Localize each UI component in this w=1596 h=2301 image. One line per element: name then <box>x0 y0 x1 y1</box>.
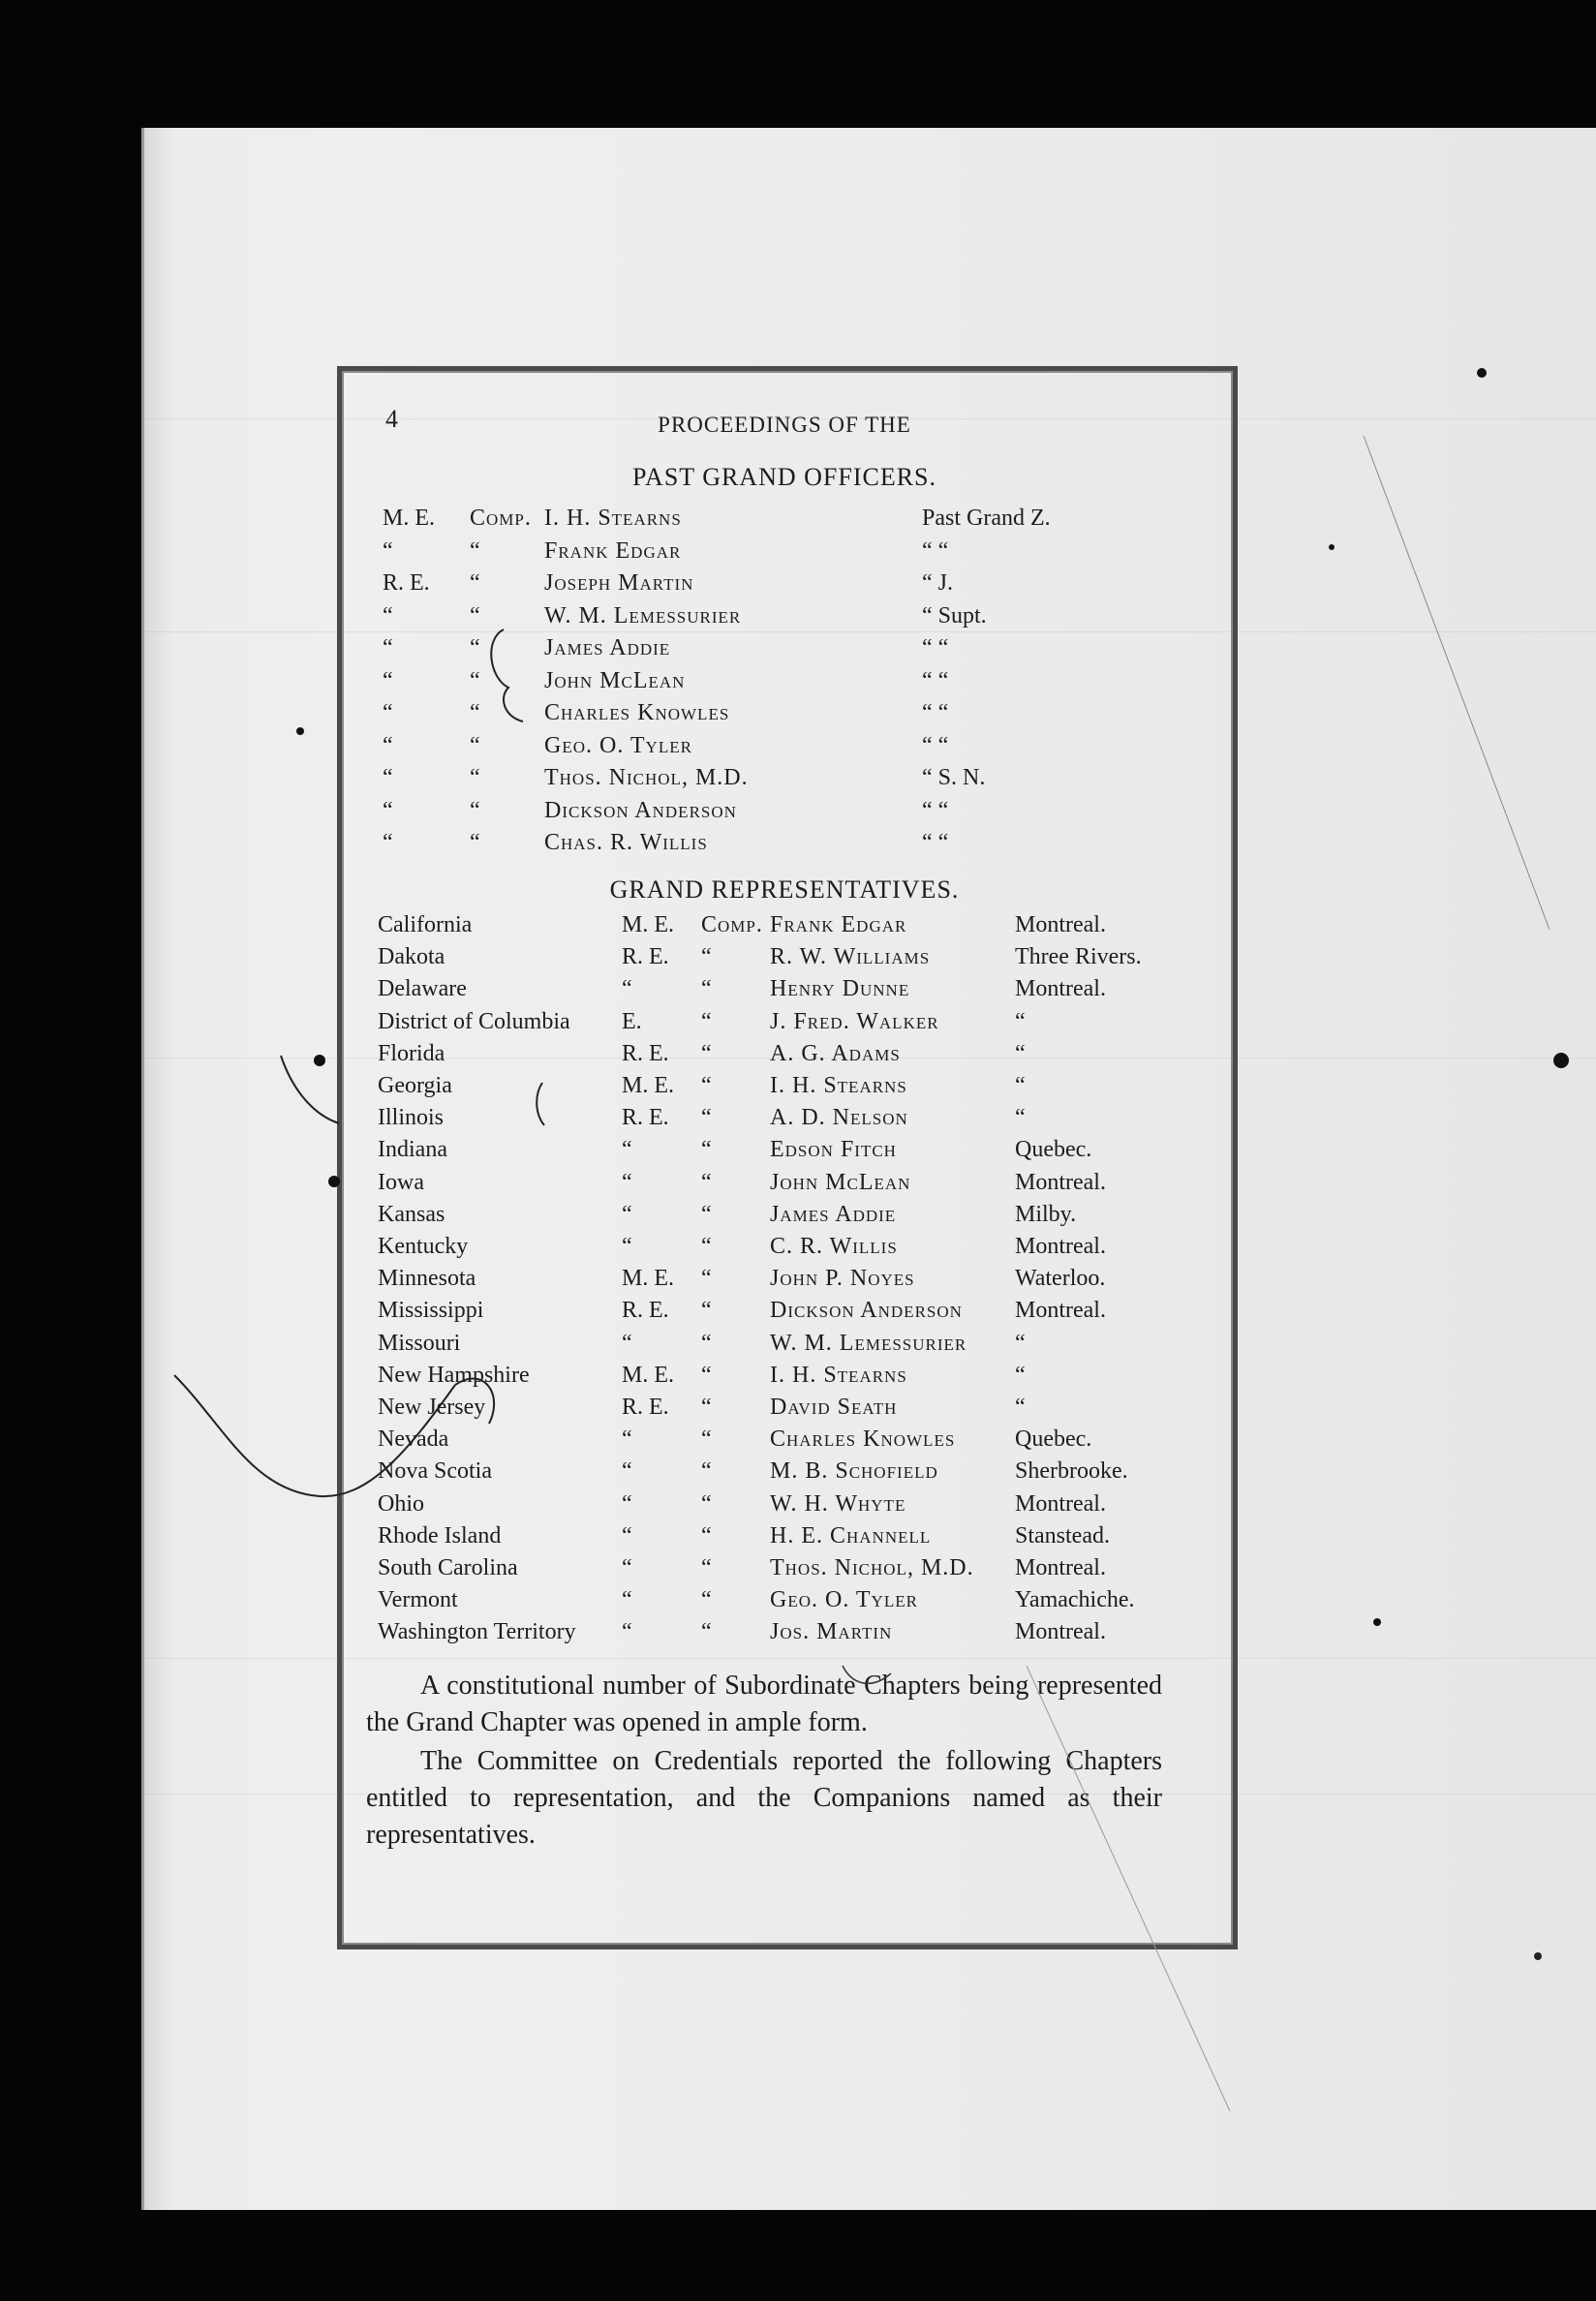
rep-place: “ <box>1015 1040 1026 1066</box>
rep-comp: “ <box>701 1201 713 1227</box>
rep-comp: “ <box>701 1040 713 1066</box>
rep-name: Dickson Anderson <box>770 1298 963 1324</box>
rep-place: Montreal. <box>1015 1555 1106 1580</box>
officer-name: I. H. Stearns <box>544 506 682 531</box>
officer-office: “ “ <box>922 797 949 823</box>
officer-office: “ S. N. <box>922 765 986 790</box>
rep-comp: “ <box>701 1137 713 1163</box>
rep-state: Delaware <box>378 976 467 1002</box>
officer-rank: “ <box>383 602 393 629</box>
rep-name: A. D. Nelson <box>770 1105 908 1131</box>
officer-comp: “ <box>470 635 481 660</box>
rep-rank: R. E. <box>622 1298 669 1324</box>
rep-name: Henry Dunne <box>770 976 910 1002</box>
rep-comp: “ <box>701 1105 713 1131</box>
officer-office: “ J. <box>922 570 953 596</box>
rep-state: New Jersey <box>378 1395 486 1420</box>
rep-state: Ohio <box>378 1490 424 1517</box>
rep-place: Montreal. <box>1015 1298 1106 1324</box>
rep-rank: R. E. <box>622 1105 669 1131</box>
rep-rank: M. E. <box>622 1073 674 1098</box>
rep-place: Three Rivers. <box>1015 944 1142 970</box>
rep-name: John McLean <box>770 1169 911 1195</box>
rep-state: Mississippi <box>378 1298 484 1324</box>
rep-place: “ <box>1015 1073 1026 1098</box>
officer-name: Geo. O. Tyler <box>544 732 692 758</box>
rep-comp: “ <box>701 1490 713 1517</box>
officer-rank: “ <box>383 635 393 660</box>
rep-rank: “ <box>622 1234 632 1259</box>
rep-rank: “ <box>622 1137 632 1163</box>
rep-state: Nova Scotia <box>378 1458 492 1485</box>
rep-state: Minnesota <box>378 1266 476 1292</box>
officer-comp: “ <box>470 700 481 725</box>
rep-comp: “ <box>701 1587 713 1613</box>
rep-rank: “ <box>622 1427 632 1453</box>
rep-comp: “ <box>701 944 713 970</box>
rep-state: Indiana <box>378 1137 447 1163</box>
page-number: 4 <box>385 405 398 433</box>
rep-rank: “ <box>622 1201 632 1227</box>
rep-name: John P. Noyes <box>770 1266 915 1292</box>
rep-comp: “ <box>701 1234 713 1259</box>
rep-state: South Carolina <box>378 1555 518 1580</box>
officer-office: “ “ <box>922 667 949 693</box>
officer-name: Thos. Nichol, M.D. <box>544 765 749 790</box>
rep-place: Quebec. <box>1015 1137 1092 1163</box>
officer-name: Frank Edgar <box>544 537 682 564</box>
rep-state: Georgia <box>378 1073 452 1098</box>
rep-place: Quebec. <box>1015 1427 1092 1453</box>
past-officers-title: PAST GRAND OFFICERS. <box>631 463 937 491</box>
rep-comp: “ <box>701 1298 713 1324</box>
rep-state: Kansas <box>378 1201 445 1227</box>
rep-place: Sherbrooke. <box>1015 1458 1128 1485</box>
rep-name: Jos. Martin <box>770 1619 893 1645</box>
rep-rank: “ <box>622 976 632 1002</box>
officer-comp: “ <box>470 667 481 693</box>
officer-comp: “ <box>470 537 481 564</box>
rep-name: David Seath <box>770 1395 898 1420</box>
officer-comp: “ <box>470 732 481 758</box>
rep-place: “ <box>1015 1330 1026 1356</box>
paragraph-credentials: The Committee on Credentials reported the following Chapters entitled to representation, and the Companions named as their representatives. <box>366 1746 1162 1850</box>
rep-comp: “ <box>701 1330 713 1356</box>
rep-name: James Addie <box>770 1201 897 1227</box>
officer-office: “ “ <box>922 700 949 725</box>
rep-state: Missouri <box>378 1330 461 1356</box>
rep-state: Illinois <box>378 1105 445 1131</box>
officer-office: “ “ <box>922 537 949 564</box>
officer-name: Chas. R. Willis <box>544 830 708 855</box>
officer-rank: “ <box>383 537 393 564</box>
rep-comp: “ <box>701 1395 713 1420</box>
rep-place: Montreal. <box>1015 976 1106 1002</box>
rep-place: Yamachiche. <box>1015 1587 1135 1613</box>
rep-comp: “ <box>701 1522 713 1549</box>
officer-name: W. M. Lemessurier <box>544 602 742 629</box>
rep-name: I. H. Stearns <box>770 1073 907 1098</box>
officer-comp: “ <box>470 570 481 596</box>
rep-rank: “ <box>622 1490 632 1517</box>
rep-rank: “ <box>622 1587 632 1613</box>
rep-rank: “ <box>622 1522 632 1549</box>
rep-place: “ <box>1015 1008 1026 1034</box>
officer-name: Joseph Martin <box>544 570 694 596</box>
rep-comp: “ <box>701 1458 713 1485</box>
rep-state: Dakota <box>378 944 445 970</box>
rep-place: Montreal. <box>1015 1234 1106 1259</box>
rep-state: Kentucky <box>378 1234 469 1259</box>
rep-place: “ <box>1015 1105 1026 1131</box>
officer-comp: “ <box>470 765 481 790</box>
rep-name: M. B. Schofield <box>770 1458 938 1485</box>
rep-name: Edson Fitch <box>770 1137 897 1163</box>
running-head: PROCEEDINGS OF THE <box>658 413 911 437</box>
rep-name: W. M. Lemessurier <box>770 1330 967 1356</box>
rep-rank: E. <box>622 1008 642 1034</box>
rep-comp: “ <box>701 1169 713 1195</box>
rep-name: H. E. Channell <box>770 1522 932 1549</box>
officer-name: Dickson Anderson <box>544 797 737 823</box>
officer-rank: “ <box>383 732 393 758</box>
rep-name: Frank Edgar <box>770 912 907 937</box>
officer-rank: “ <box>383 667 393 693</box>
officer-comp: Comp. <box>470 506 532 531</box>
officer-rank: “ <box>383 765 393 790</box>
officer-rank: “ <box>383 700 393 725</box>
officer-name: Charles Knowles <box>544 700 730 725</box>
rep-place: Stanstead. <box>1015 1522 1110 1549</box>
rep-name: Thos. Nichol, M.D. <box>770 1555 974 1580</box>
rep-comp: “ <box>701 976 713 1002</box>
rep-comp: “ <box>701 1073 713 1098</box>
rep-rank: R. E. <box>622 944 669 970</box>
officer-rank: M. E. <box>383 506 435 531</box>
rep-state: Vermont <box>378 1587 458 1613</box>
rep-place: “ <box>1015 1362 1026 1388</box>
rep-rank: “ <box>622 1169 632 1195</box>
rep-rank: R. E. <box>622 1040 669 1066</box>
rep-name: A. G. Adams <box>770 1040 901 1066</box>
rep-state: New Hampshire <box>378 1362 530 1388</box>
paragraph-opening: A constitutional number of Subordinate Chapters being represented the Grand Chapter was opened in ample form. <box>366 1671 1162 1737</box>
rep-comp: Comp. <box>701 912 763 937</box>
rep-comp: “ <box>701 1266 713 1292</box>
rep-state: California <box>378 912 473 937</box>
rep-rank: “ <box>622 1619 632 1645</box>
rep-place: Milby. <box>1015 1201 1077 1227</box>
officer-office: “ Supt. <box>922 602 987 629</box>
rep-place: Montreal. <box>1015 912 1106 937</box>
rep-name: W. H. Whyte <box>770 1490 906 1517</box>
rep-comp: “ <box>701 1008 713 1034</box>
rep-name: C. R. Willis <box>770 1234 898 1259</box>
rep-name: J. Fred. Walker <box>770 1008 939 1034</box>
rep-rank: “ <box>622 1555 632 1580</box>
rep-state: Rhode Island <box>378 1522 502 1549</box>
officer-office: “ “ <box>922 830 949 855</box>
rep-state: District of Columbia <box>378 1008 570 1034</box>
rep-place: Montreal. <box>1015 1169 1106 1195</box>
rep-state: Iowa <box>378 1169 424 1195</box>
rep-rank: M. E. <box>622 1362 674 1388</box>
officer-name: John McLean <box>544 667 686 693</box>
grand-reps-title: GRAND REPRESENTATIVES. <box>609 875 960 904</box>
rep-comp: “ <box>701 1619 713 1645</box>
rep-rank: M. E. <box>622 912 674 937</box>
officer-name: James Addie <box>544 635 671 660</box>
rep-name: Charles Knowles <box>770 1427 956 1453</box>
rep-comp: “ <box>701 1555 713 1580</box>
officer-office: “ “ <box>922 635 949 660</box>
officer-office: “ “ <box>922 732 949 758</box>
rep-rank: M. E. <box>622 1266 674 1292</box>
rep-name: I. H. Stearns <box>770 1362 907 1388</box>
rep-place: Waterloo. <box>1015 1266 1106 1292</box>
rep-place: “ <box>1015 1395 1026 1420</box>
officer-rank: “ <box>383 830 393 855</box>
rep-comp: “ <box>701 1427 713 1453</box>
rep-rank: “ <box>622 1330 632 1356</box>
rep-rank: R. E. <box>622 1395 669 1420</box>
rep-comp: “ <box>701 1362 713 1388</box>
rep-state: Florida <box>378 1040 445 1066</box>
officer-comp: “ <box>470 830 481 855</box>
rep-place: Montreal. <box>1015 1619 1106 1645</box>
officer-rank: “ <box>383 797 393 823</box>
officer-comp: “ <box>470 797 481 823</box>
rep-state: Washington Territory <box>378 1619 576 1645</box>
rep-rank: “ <box>622 1458 632 1485</box>
officer-comp: “ <box>470 602 481 629</box>
rep-place: Montreal. <box>1015 1490 1106 1517</box>
officer-rank: R. E. <box>383 570 430 596</box>
rep-name: R. W. Williams <box>770 944 931 970</box>
rep-name: Geo. O. Tyler <box>770 1587 918 1613</box>
rep-state: Nevada <box>378 1427 449 1453</box>
officer-office: Past Grand Z. <box>922 506 1051 531</box>
